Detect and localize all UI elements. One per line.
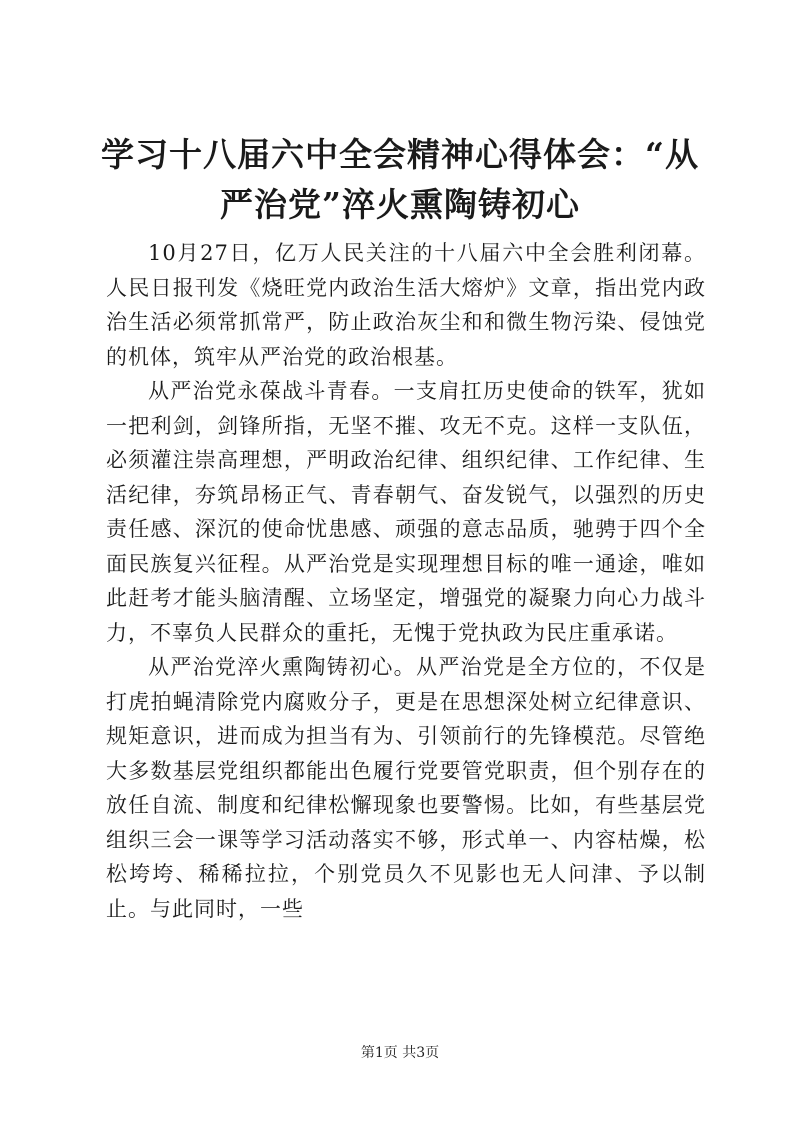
document-body [106, 236, 706, 926]
document-title: 学习十八届六中全会精神心得体会：“从严治党”淬火熏陶铸初心 [101, 135, 699, 224]
paragraph-3: 从严治党淬火熏陶铸初心。从严治党是全方位的，不仅是打虎拍蝇清除党内腐败分子，更是在思想深处树立纪律意识、规矩意识，进而成为担当有为、引领前行的先锋模范。尽管绝大多数基层党组织都能出色履行党要管党职责，但个别存在的放任自流、制度和纪律松懈现象也要警惕。比如，有些基层党组织三会一课等学习活动落实不够，形式单一、内容枯燥，松松垮垮、稀稀拉拉，个别党员久不见影也无人问津、予以制止。与此同时，一些 [106, 655, 706, 921]
page-number-footer: 第1页 共3页 [360, 1045, 440, 1061]
paragraph-1: 10月27日，亿万人民关注的十八届六中全会胜利闭幕。人民日报刊发《烧旺党内政治生活大熔炉》文章，指出党内政治生活必须常抓常严，防止政治灰尘和和微生物污染、侵蚀党的机体，筑牢从严治党的政治根基。 [106, 241, 706, 369]
paragraph-2: 从严治党永葆战斗青春。一支肩扛历史使命的铁军，犹如一把利剑，剑锋所指，无坚不摧、攻无不克。这样一支队伍，必须灌注崇高理想，严明政治纪律、组织纪律、工作纪律、生活纪律，夯筑昂杨正气、青春朝气、奋发锐气，以强烈的历史责任感、深沉的使命忧患感、顽强的意志品质，驰骋于四个全面民族复兴征程。从严治党是实现理想目标的唯一通途，唯如此赶考才能头脑清醒、立场坚定，增强党的凝聚力向心力战斗力，不辜负人民群众的重托，无愧于党执政为民庄重承诺。 [106, 379, 706, 645]
